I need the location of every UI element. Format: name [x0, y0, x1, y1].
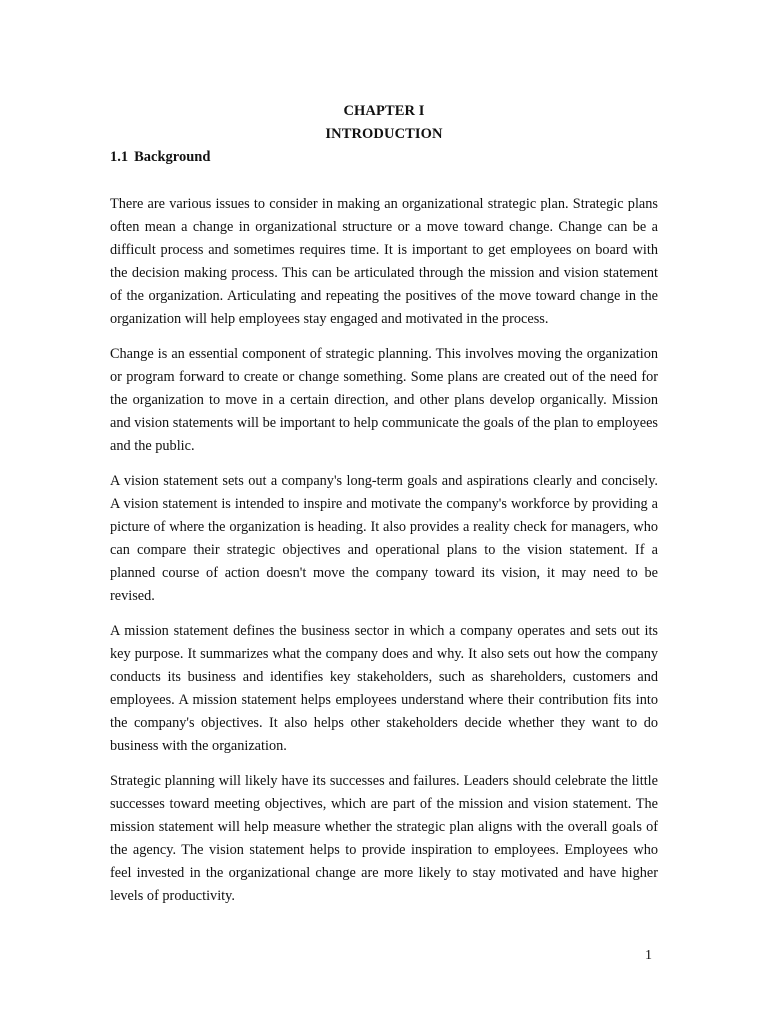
body-text — [110, 193, 658, 920]
chapter-title: INTRODUCTION — [325, 126, 443, 142]
paragraph: There are various issues to consider in making an organizational strategic plan. Strategic plans often mean a change in organizational structure or a move toward change. Change can be a difficult process and sometimes requires time. It is important to get employees on board with the decision making process. This can be articulated through the mission and vision statement of the organization. Articulating and repeating the positives of the move toward change in the organization will help employees stay engaged and motivated in the process. — [110, 196, 658, 327]
paragraph: Strategic planning will likely have its successes and failures. Leaders should celebrate the little successes toward meeting objectives, which are part of the mission and vision statement. The mission statement will help measure whether the strategic plan aligns with the overall goals of the agency. The vision statement helps to provide inspiration to employees. Employees who feel invested in the organizational change are more likely to stay motivated and have higher levels of productivity. — [110, 773, 658, 904]
paragraph: Change is an essential component of strategic planning. This involves moving the organization or program forward to create or change something. Some plans are created out of the need for the organization to move in a certain direction, and other plans develop organically. Mission and vision statements will be important to help communicate the goals of the plan to employees and the public. — [110, 346, 658, 454]
chapter-label: CHAPTER I — [343, 103, 425, 119]
paragraph: A mission statement defines the business sector in which a company operates and sets out its key purpose. It summarizes what the company does and why. It also sets out how the company conducts its business and identifies key stakeholders, such as shareholders, customers and employees. A mission statement helps employees understand where their contribution fits into the company's objectives. It also helps other stakeholders decide whether they want to do business with the organization. — [110, 623, 658, 754]
section-title: Background — [134, 149, 211, 165]
section-number: 1.1 — [110, 149, 129, 165]
section-heading — [110, 149, 210, 166]
paragraph: A vision statement sets out a company's long-term goals and aspirations clearly and concisely. A vision statement is intended to inspire and motivate the company's workforce by providing a picture of where the organization is heading. It also provides a reality check for managers, who can compare their strategic objectives and operational plans to the vision statement. If a planned course of action doesn't move the company toward its vision, it may need to be revised. — [110, 473, 658, 604]
page-number: 1 — [645, 948, 652, 963]
